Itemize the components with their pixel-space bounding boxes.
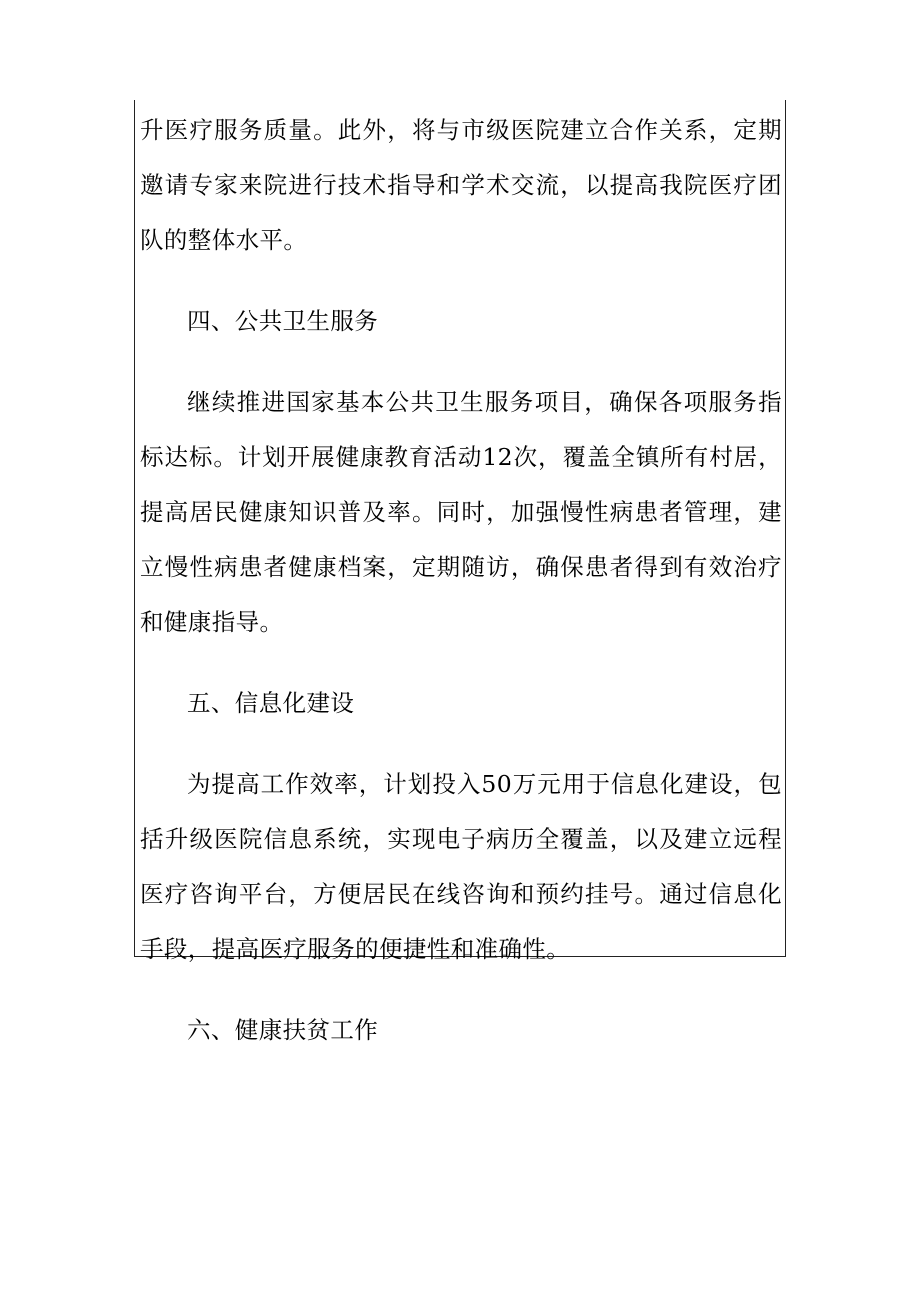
section-heading-health-poverty: 六、健康扶贫工作 (187, 1016, 379, 1044)
paragraph-spacer (140, 977, 782, 1003)
paragraph-spacer (140, 349, 782, 375)
section-heading-informatization: 五、信息化建设 (187, 689, 355, 717)
paragraph-spacer (140, 731, 782, 757)
paragraph-public-health: 继续推进国家基本公共卫生服务项目，确保各项服务指标达标。计划开展健康教育活动12次，覆盖全镇所有村居，提高居民健康知识普及率。同时，加强慢性病患者管理，建立慢性病患者健康档案，定期随访，确保患者得到有效治疗和健康指导。 (140, 388, 782, 636)
paragraph-informatization: 为提高工作效率，计划投入50万元用于信息化建设，包括升级医院信息系统，实现电子病历全覆盖，以及建立远程医疗咨询平台，方便居民在线咨询和预约挂号。通过信息化手段，提高医疗服务的便捷性和准确性。 (140, 770, 782, 963)
section-heading-public-health: 四、公共卫生服务 (187, 307, 379, 335)
paragraph-service-quality: 升医疗服务质量。此外，将与市级医院建立合作关系，定期邀请专家来院进行技术指导和学术交流，以提高我院医疗团队的整体水平。 (140, 116, 782, 254)
paragraph-spacer (140, 650, 782, 676)
cell-content (140, 100, 782, 1058)
paragraph-spacer (140, 268, 782, 294)
table-cell-frame (134, 100, 786, 1044)
